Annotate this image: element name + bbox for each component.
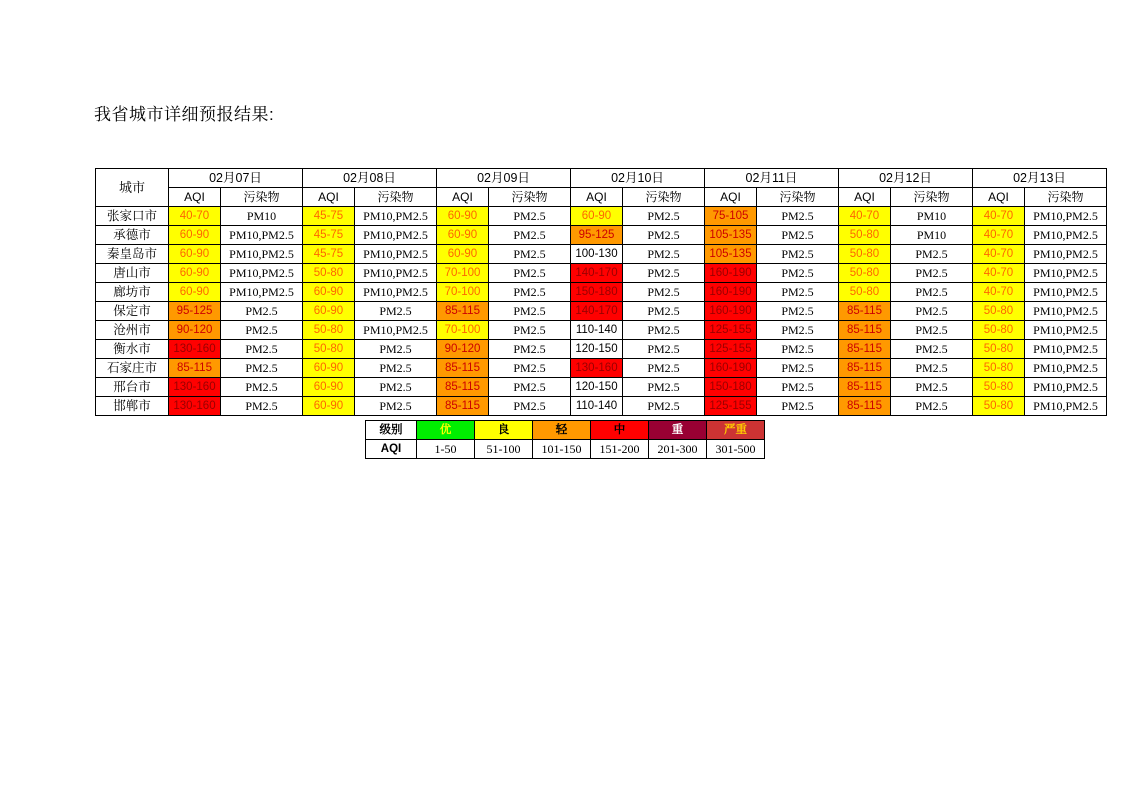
- pollutant-cell: PM2.5: [623, 302, 705, 321]
- aqi-cell: 40-70: [973, 226, 1025, 245]
- aqi-cell: 85-115: [839, 359, 891, 378]
- aqi-cell: 50-80: [973, 321, 1025, 340]
- pollutant-cell: PM2.5: [489, 359, 571, 378]
- table-row: [96, 207, 1107, 226]
- pollutant-cell: PM2.5: [891, 283, 973, 302]
- pollutant-cell: PM10,PM2.5: [355, 264, 437, 283]
- aqi-cell: 130-160: [571, 359, 623, 378]
- pollutant-cell: PM2.5: [757, 264, 839, 283]
- aqi-cell: 50-80: [303, 340, 355, 359]
- pollutant-cell: PM2.5: [355, 378, 437, 397]
- pollutant-cell: PM10,PM2.5: [221, 226, 303, 245]
- pollutant-cell: PM2.5: [623, 226, 705, 245]
- pollutant-cell: PM10,PM2.5: [1025, 340, 1107, 359]
- table-row: [96, 340, 1107, 359]
- city-name-cell: 衡水市: [96, 340, 169, 359]
- aqi-cell: 95-125: [169, 302, 221, 321]
- aqi-cell: 125-155: [705, 397, 757, 416]
- pollutant-cell: PM2.5: [221, 378, 303, 397]
- pollutant-cell: PM10,PM2.5: [355, 207, 437, 226]
- pollutant-cell: PM10,PM2.5: [1025, 302, 1107, 321]
- aqi-cell: 60-90: [169, 226, 221, 245]
- aqi-cell: 45-75: [303, 226, 355, 245]
- aqi-cell: 60-90: [169, 283, 221, 302]
- pollutant-cell: PM2.5: [623, 340, 705, 359]
- aqi-cell: 40-70: [973, 264, 1025, 283]
- table-header-subcolumns: [96, 188, 1107, 207]
- legend-range-5: 301-500: [707, 440, 765, 459]
- pollutant-cell: PM2.5: [623, 359, 705, 378]
- pollutant-cell: PM10,PM2.5: [1025, 359, 1107, 378]
- city-name-cell: 秦皇岛市: [96, 245, 169, 264]
- aqi-cell: 150-180: [705, 378, 757, 397]
- pollutant-cell: PM10,PM2.5: [355, 226, 437, 245]
- aqi-cell: 90-120: [437, 340, 489, 359]
- pollutant-cell: PM10,PM2.5: [355, 321, 437, 340]
- pollutant-cell: PM2.5: [221, 321, 303, 340]
- table-row: [96, 226, 1107, 245]
- header-aqi-0: AQI: [169, 188, 221, 207]
- pollutant-cell: PM2.5: [757, 302, 839, 321]
- pollutant-cell: PM10: [221, 207, 303, 226]
- pollutant-cell: PM2.5: [891, 245, 973, 264]
- aqi-cell: 50-80: [973, 302, 1025, 321]
- table-row: [96, 321, 1107, 340]
- legend-range-2: 101-150: [533, 440, 591, 459]
- pollutant-cell: PM2.5: [355, 302, 437, 321]
- legend-range-0: 1-50: [417, 440, 475, 459]
- aqi-cell: 130-160: [169, 340, 221, 359]
- pollutant-cell: PM2.5: [623, 264, 705, 283]
- pollutant-cell: PM10,PM2.5: [1025, 207, 1107, 226]
- header-pollutant-2: 污染物: [489, 188, 571, 207]
- legend-category-5: 严重: [707, 421, 765, 440]
- legend-category-2: 轻: [533, 421, 591, 440]
- legend-category-4: 重: [649, 421, 707, 440]
- aqi-cell: 60-90: [169, 245, 221, 264]
- aqi-cell: 60-90: [303, 397, 355, 416]
- aqi-cell: 70-100: [437, 283, 489, 302]
- city-name-cell: 石家庄市: [96, 359, 169, 378]
- pollutant-cell: PM10,PM2.5: [1025, 397, 1107, 416]
- aqi-cell: 50-80: [973, 397, 1025, 416]
- pollutant-cell: PM2.5: [623, 283, 705, 302]
- aqi-cell: 45-75: [303, 207, 355, 226]
- aqi-cell: 70-100: [437, 321, 489, 340]
- aqi-cell: 85-115: [839, 397, 891, 416]
- aqi-cell: 75-105: [705, 207, 757, 226]
- pollutant-cell: PM2.5: [489, 245, 571, 264]
- pollutant-cell: PM10,PM2.5: [1025, 264, 1107, 283]
- aqi-cell: 50-80: [303, 321, 355, 340]
- header-date-1: 02月08日: [303, 169, 437, 188]
- aqi-cell: 60-90: [303, 283, 355, 302]
- pollutant-cell: PM2.5: [221, 359, 303, 378]
- pollutant-cell: PM2.5: [623, 207, 705, 226]
- aqi-cell: 140-170: [571, 264, 623, 283]
- aqi-cell: 50-80: [839, 245, 891, 264]
- aqi-cell: 40-70: [973, 207, 1025, 226]
- legend-range-3: 151-200: [591, 440, 649, 459]
- header-pollutant-1: 污染物: [355, 188, 437, 207]
- header-pollutant-6: 污染物: [1025, 188, 1107, 207]
- page-title: 我省城市详细预报结果:: [94, 105, 275, 124]
- aqi-cell: 120-150: [571, 378, 623, 397]
- pollutant-cell: PM10,PM2.5: [1025, 245, 1107, 264]
- aqi-cell: 50-80: [839, 264, 891, 283]
- pollutant-cell: PM2.5: [891, 321, 973, 340]
- pollutant-cell: PM2.5: [489, 340, 571, 359]
- forecast-table: [95, 168, 1107, 416]
- aqi-cell: 60-90: [437, 245, 489, 264]
- city-name-cell: 廊坊市: [96, 283, 169, 302]
- table-row: [96, 302, 1107, 321]
- table-row: [96, 264, 1107, 283]
- aqi-cell: 70-100: [437, 264, 489, 283]
- pollutant-cell: PM10,PM2.5: [1025, 378, 1107, 397]
- pollutant-cell: PM2.5: [623, 397, 705, 416]
- pollutant-cell: PM10,PM2.5: [1025, 283, 1107, 302]
- pollutant-cell: PM10,PM2.5: [221, 283, 303, 302]
- pollutant-cell: PM10,PM2.5: [221, 245, 303, 264]
- aqi-cell: 125-155: [705, 340, 757, 359]
- aqi-cell: 50-80: [973, 340, 1025, 359]
- aqi-cell: 60-90: [437, 226, 489, 245]
- legend-category-3: 中: [591, 421, 649, 440]
- aqi-cell: 95-125: [571, 226, 623, 245]
- legend-category-0: 优: [417, 421, 475, 440]
- aqi-cell: 85-115: [437, 397, 489, 416]
- header-aqi-1: AQI: [303, 188, 355, 207]
- aqi-cell: 60-90: [169, 264, 221, 283]
- pollutant-cell: PM2.5: [221, 340, 303, 359]
- legend-aqi-label: AQI: [366, 440, 417, 459]
- city-name-cell: 邯郸市: [96, 397, 169, 416]
- aqi-cell: 50-80: [839, 226, 891, 245]
- aqi-cell: 40-70: [973, 245, 1025, 264]
- header-pollutant-3: 污染物: [623, 188, 705, 207]
- aqi-cell: 60-90: [571, 207, 623, 226]
- table-header-dates: [96, 169, 1107, 188]
- pollutant-cell: PM2.5: [757, 397, 839, 416]
- pollutant-cell: PM10,PM2.5: [221, 264, 303, 283]
- header-pollutant-5: 污染物: [891, 188, 973, 207]
- pollutant-cell: PM2.5: [623, 378, 705, 397]
- aqi-cell: 85-115: [839, 321, 891, 340]
- pollutant-cell: PM10: [891, 226, 973, 245]
- table-row: [96, 378, 1107, 397]
- header-date-5: 02月12日: [839, 169, 973, 188]
- city-name-cell: 邢台市: [96, 378, 169, 397]
- pollutant-cell: PM2.5: [355, 397, 437, 416]
- header-aqi-5: AQI: [839, 188, 891, 207]
- pollutant-cell: PM2.5: [489, 397, 571, 416]
- aqi-cell: 85-115: [839, 378, 891, 397]
- aqi-cell: 40-70: [169, 207, 221, 226]
- pollutant-cell: PM2.5: [891, 397, 973, 416]
- legend-category-1: 良: [475, 421, 533, 440]
- header-pollutant-4: 污染物: [757, 188, 839, 207]
- header-date-0: 02月07日: [169, 169, 303, 188]
- pollutant-cell: PM10,PM2.5: [1025, 321, 1107, 340]
- pollutant-cell: PM2.5: [891, 302, 973, 321]
- pollutant-cell: PM2.5: [757, 245, 839, 264]
- pollutant-cell: PM2.5: [891, 359, 973, 378]
- aqi-cell: 50-80: [303, 264, 355, 283]
- table-row: [96, 397, 1107, 416]
- pollutant-cell: PM2.5: [891, 378, 973, 397]
- legend-ranges-row: [366, 440, 765, 459]
- aqi-legend-table: [365, 420, 765, 459]
- pollutant-cell: PM2.5: [891, 264, 973, 283]
- pollutant-cell: PM2.5: [891, 340, 973, 359]
- pollutant-cell: PM2.5: [757, 378, 839, 397]
- aqi-cell: 40-70: [973, 283, 1025, 302]
- table-row: [96, 359, 1107, 378]
- city-name-cell: 承德市: [96, 226, 169, 245]
- header-date-2: 02月09日: [437, 169, 571, 188]
- aqi-cell: 85-115: [839, 302, 891, 321]
- aqi-cell: 60-90: [303, 359, 355, 378]
- aqi-cell: 85-115: [437, 378, 489, 397]
- header-date-4: 02月11日: [705, 169, 839, 188]
- city-name-cell: 沧州市: [96, 321, 169, 340]
- pollutant-cell: PM2.5: [221, 397, 303, 416]
- pollutant-cell: PM2.5: [355, 340, 437, 359]
- aqi-cell: 105-135: [705, 245, 757, 264]
- aqi-cell: 160-190: [705, 264, 757, 283]
- pollutant-cell: PM2.5: [623, 245, 705, 264]
- aqi-cell: 60-90: [303, 378, 355, 397]
- pollutant-cell: PM2.5: [489, 321, 571, 340]
- pollutant-cell: PM2.5: [489, 283, 571, 302]
- pollutant-cell: PM2.5: [757, 207, 839, 226]
- city-name-cell: 张家口市: [96, 207, 169, 226]
- aqi-cell: 100-130: [571, 245, 623, 264]
- legend-range-1: 51-100: [475, 440, 533, 459]
- header-aqi-6: AQI: [973, 188, 1025, 207]
- pollutant-cell: PM2.5: [623, 321, 705, 340]
- pollutant-cell: PM2.5: [757, 226, 839, 245]
- pollutant-cell: PM2.5: [355, 359, 437, 378]
- aqi-cell: 60-90: [437, 207, 489, 226]
- aqi-cell: 110-140: [571, 321, 623, 340]
- aqi-cell: 140-170: [571, 302, 623, 321]
- legend-level-label: 级别: [366, 421, 417, 440]
- pollutant-cell: PM10,PM2.5: [355, 283, 437, 302]
- aqi-cell: 110-140: [571, 397, 623, 416]
- city-name-cell: 保定市: [96, 302, 169, 321]
- aqi-cell: 85-115: [437, 302, 489, 321]
- aqi-cell: 50-80: [839, 283, 891, 302]
- aqi-cell: 120-150: [571, 340, 623, 359]
- aqi-cell: 160-190: [705, 283, 757, 302]
- pollutant-cell: PM2.5: [757, 321, 839, 340]
- aqi-cell: 85-115: [169, 359, 221, 378]
- pollutant-cell: PM10,PM2.5: [1025, 226, 1107, 245]
- pollutant-cell: PM2.5: [489, 378, 571, 397]
- aqi-cell: 50-80: [973, 378, 1025, 397]
- pollutant-cell: PM2.5: [757, 283, 839, 302]
- aqi-cell: 125-155: [705, 321, 757, 340]
- header-aqi-3: AQI: [571, 188, 623, 207]
- aqi-cell: 60-90: [303, 302, 355, 321]
- pollutant-cell: PM2.5: [489, 207, 571, 226]
- header-date-3: 02月10日: [571, 169, 705, 188]
- pollutant-cell: PM10,PM2.5: [355, 245, 437, 264]
- pollutant-cell: PM2.5: [757, 340, 839, 359]
- aqi-cell: 45-75: [303, 245, 355, 264]
- header-city: 城市: [96, 169, 169, 207]
- header-date-6: 02月13日: [973, 169, 1107, 188]
- header-pollutant-0: 污染物: [221, 188, 303, 207]
- aqi-cell: 85-115: [437, 359, 489, 378]
- aqi-cell: 160-190: [705, 302, 757, 321]
- header-aqi-4: AQI: [705, 188, 757, 207]
- pollutant-cell: PM2.5: [489, 264, 571, 283]
- pollutant-cell: PM2.5: [489, 302, 571, 321]
- aqi-cell: 130-160: [169, 397, 221, 416]
- pollutant-cell: PM2.5: [757, 359, 839, 378]
- legend-levels-row: [366, 421, 765, 440]
- aqi-cell: 40-70: [839, 207, 891, 226]
- aqi-cell: 130-160: [169, 378, 221, 397]
- table-row: [96, 245, 1107, 264]
- pollutant-cell: PM10: [891, 207, 973, 226]
- aqi-cell: 150-180: [571, 283, 623, 302]
- aqi-cell: 50-80: [973, 359, 1025, 378]
- aqi-cell: 90-120: [169, 321, 221, 340]
- aqi-cell: 105-135: [705, 226, 757, 245]
- aqi-cell: 85-115: [839, 340, 891, 359]
- aqi-cell: 160-190: [705, 359, 757, 378]
- header-aqi-2: AQI: [437, 188, 489, 207]
- pollutant-cell: PM2.5: [489, 226, 571, 245]
- pollutant-cell: PM2.5: [221, 302, 303, 321]
- city-name-cell: 唐山市: [96, 264, 169, 283]
- table-row: [96, 283, 1107, 302]
- legend-range-4: 201-300: [649, 440, 707, 459]
